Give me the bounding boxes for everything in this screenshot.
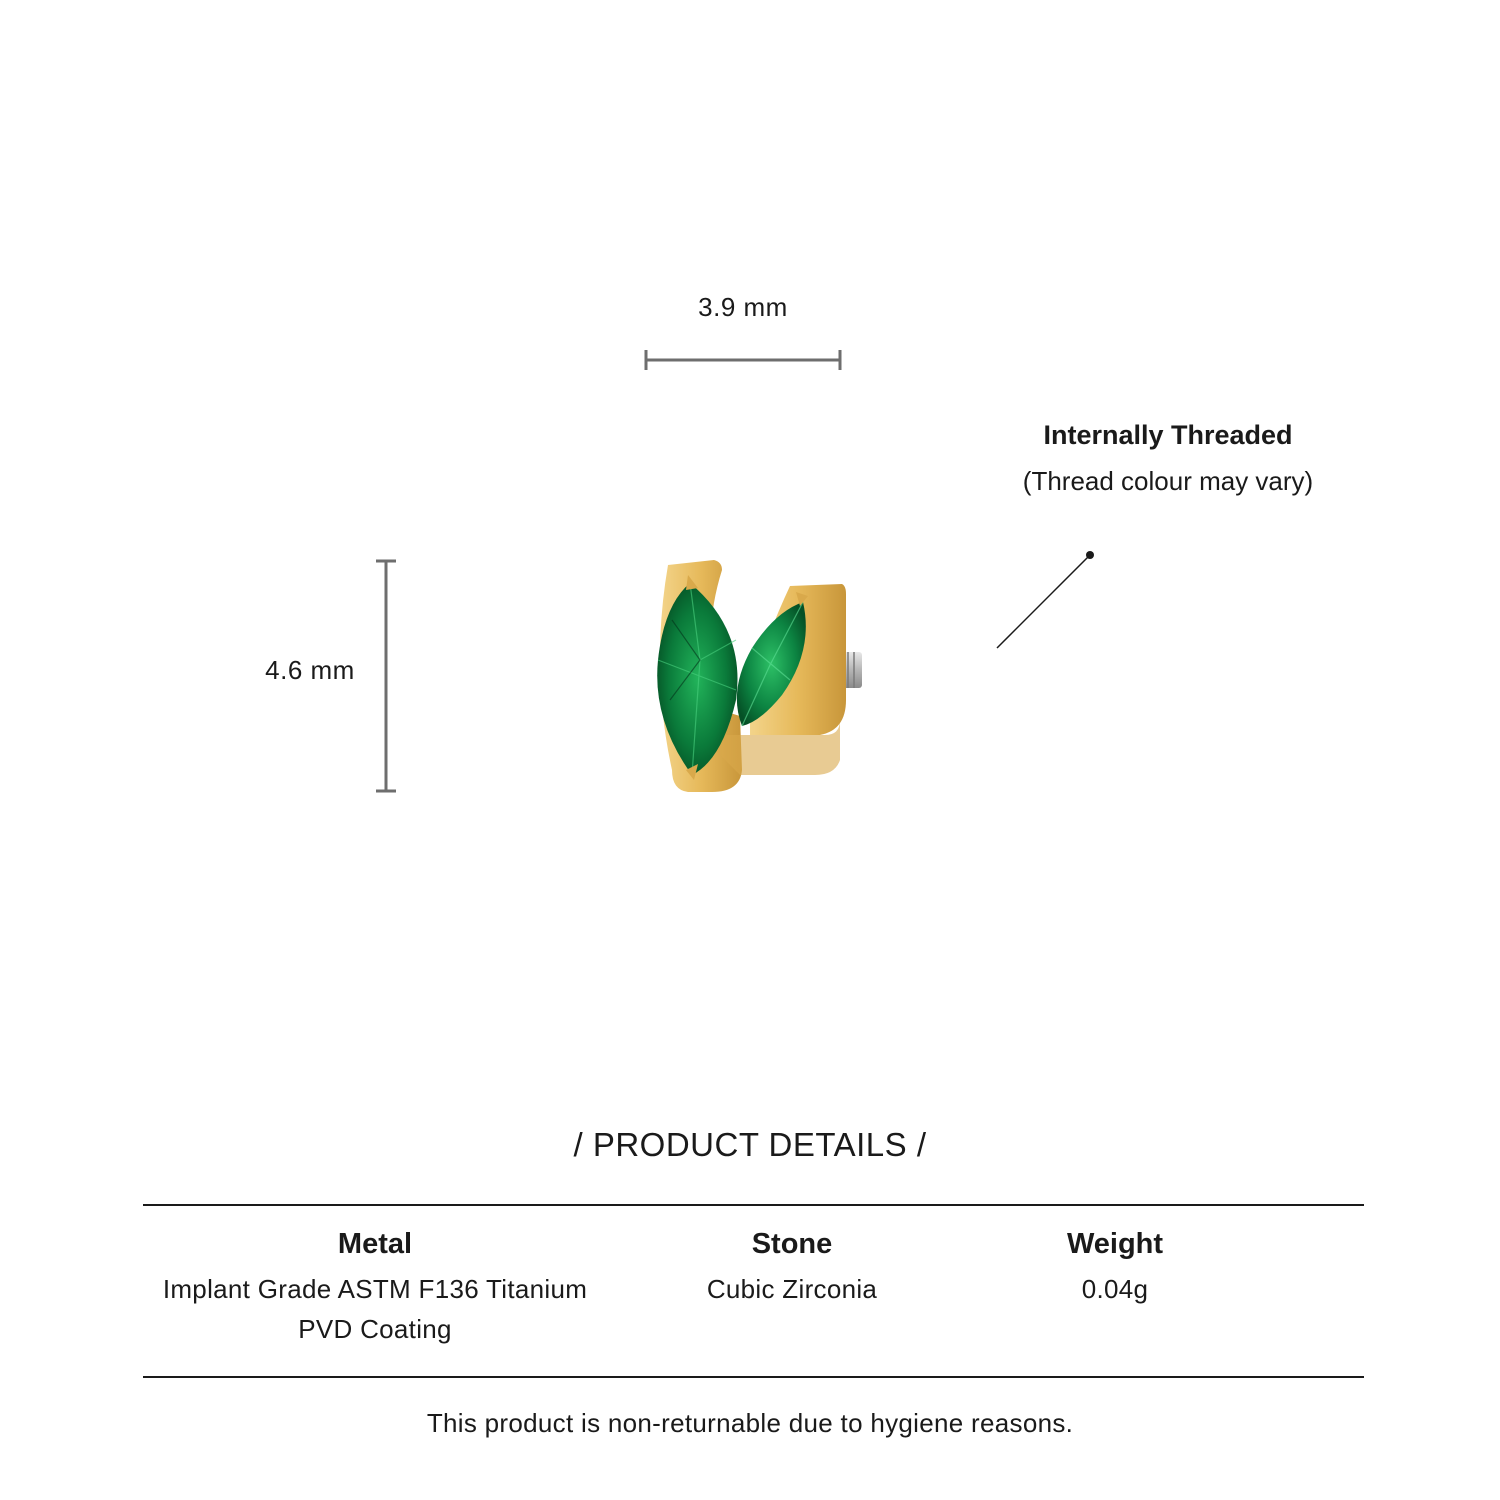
product-details-title: / PRODUCT DETAILS / xyxy=(573,1126,927,1163)
thread-leader-line xyxy=(997,551,1094,648)
width-dimension-label: 3.9 mm xyxy=(698,292,788,322)
metal-heading: Metal xyxy=(337,1228,413,1260)
width-dimension-bar xyxy=(646,350,840,370)
thread-note: (Thread colour may vary) xyxy=(1022,466,1314,496)
details-bottom-divider xyxy=(143,1376,1364,1378)
metal-value-line: Implant Grade ASTM F136 Titanium xyxy=(162,1274,588,1304)
returns-notice: This product is non-returnable due to hygiene reasons. xyxy=(426,1408,1074,1438)
weight-value: 0.04g xyxy=(1081,1274,1149,1304)
stone-value: Cubic Zirconia xyxy=(706,1274,878,1304)
stone-heading: Stone xyxy=(751,1228,833,1260)
height-dimension-label: 4.6 mm xyxy=(265,655,355,685)
thread-title: Internally Threaded xyxy=(1043,420,1293,450)
metal-coating-line: PVD Coating xyxy=(298,1314,452,1344)
stone-column xyxy=(642,1228,942,1309)
details-top-divider xyxy=(143,1204,1364,1206)
metal-column xyxy=(125,1228,625,1349)
weight-heading: Weight xyxy=(1066,1228,1164,1260)
weight-column xyxy=(965,1228,1265,1309)
